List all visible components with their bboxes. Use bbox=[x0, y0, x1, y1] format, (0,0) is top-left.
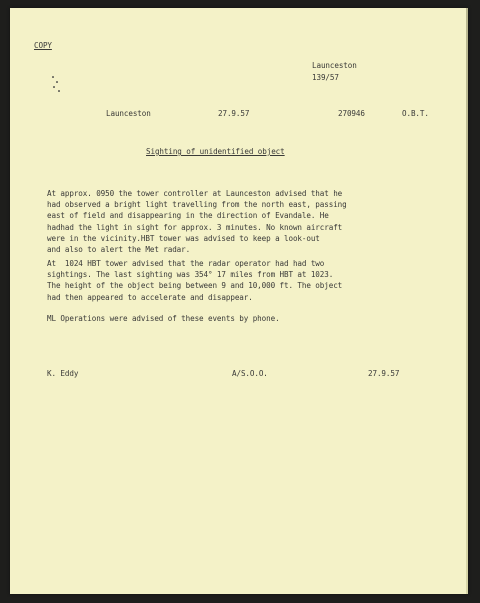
header-time: 270946 bbox=[338, 109, 365, 118]
speckle-marks bbox=[50, 74, 62, 94]
reference-number: 139/57 bbox=[312, 73, 339, 82]
paragraph-1: At approx. 0950 the tower controller at Launceston advised that he had observed a bright light travelling from the north east, passing east of field and disappearing in the direction of Evandale. He hadhad the light in sight for approx. 3 minutes. No known aircraft were in the vicinity.HBT tower was advised to keep a look-out and also to alert the Met radar. bbox=[47, 189, 347, 255]
header-date: 27.9.57 bbox=[218, 109, 250, 118]
header-zone: O.B.T. bbox=[402, 109, 429, 118]
signature-date: 27.9.57 bbox=[368, 369, 400, 378]
header-station: Launceston bbox=[106, 109, 151, 118]
paragraph-2: At 1024 HBT tower advised that the radar operator had had two sightings. The last sighting was 354° 17 miles from HBT at 1023. The height of the object being between 9 and 10,000 ft. The object had then appeared to accelerate and disappear. bbox=[47, 259, 343, 302]
subject-heading: Sighting of unidentified object bbox=[146, 147, 285, 156]
page-edge bbox=[466, 8, 468, 594]
document-page bbox=[10, 8, 468, 594]
signature-role: A/S.O.O. bbox=[232, 369, 268, 378]
reference-station: Launceston bbox=[312, 61, 357, 70]
copy-label: COPY bbox=[34, 41, 52, 50]
paragraph-3: ML Operations were advised of these events by phone. bbox=[47, 314, 280, 323]
signature-name: K. Eddy bbox=[47, 369, 79, 378]
